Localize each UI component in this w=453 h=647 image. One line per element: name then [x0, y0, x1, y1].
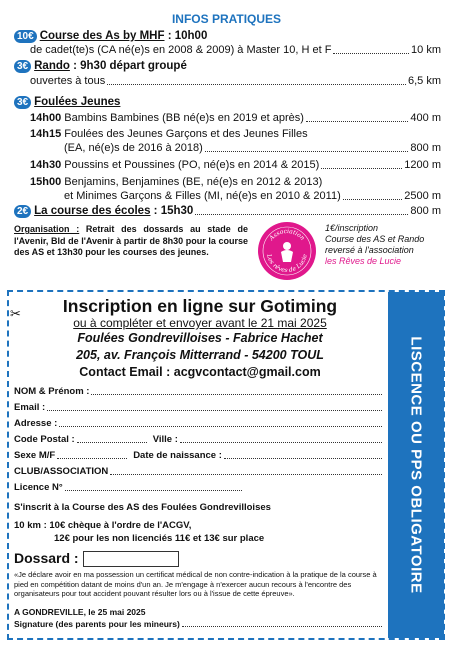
cp-ville-field[interactable]: Code Postal : Ville : — [14, 434, 384, 446]
price-line-1: 10 km : 10€ chèque à l'ordre de l'ACGV, — [14, 520, 192, 531]
page-title: INFOS PRATIQUES — [171, 12, 282, 26]
nom-field[interactable]: NOM & Prénom : — [14, 386, 384, 398]
foulees-name: Foulées Jeunes — [34, 96, 121, 108]
signature-field[interactable]: Signature (des parents pour les mineurs) — [14, 619, 384, 630]
licence-banner: LISCENCE OU PPS OBLIGATOIRE — [388, 292, 444, 638]
foulees-item: 15h00 Benjamins, Benjamines (BE, né(e)s en 2012 & 2013) — [30, 176, 323, 188]
form-address: 205, av. François Mitterrand - 54200 TOUL — [76, 348, 324, 362]
logo-graphic — [258, 222, 316, 280]
form-subtitle: ou à compléter et envoyer avant le 21 mai 2025 — [73, 316, 327, 330]
rando-header — [14, 60, 441, 73]
email-field[interactable]: Email : — [14, 402, 384, 414]
reves-de-lucie-logo — [258, 222, 316, 280]
foulees-item: 14h00 Bambins Bambines (BB né(e)s en 2019 et après) 400 m — [30, 112, 441, 124]
price-badge: 3€ — [14, 60, 31, 73]
rando-name: Rando — [34, 60, 70, 72]
adresse-field[interactable]: Adresse : — [14, 418, 384, 430]
dossard-box[interactable] — [83, 551, 179, 567]
club-field[interactable]: CLUB/ASSOCIATION — [14, 466, 384, 478]
disclaimer: «Je déclare avoir en ma possession un certificat médical de non contre-indication à la pratique de la course à pied en compétition datant de moins d'un an. Je m'engage à n'exercer aucun recours à l'encontre des organisateurs pour tout accident pouvant résulter lors ou à l'issue de cette épreuve». — [14, 570, 377, 598]
form-contact: Contact Email : acgvcontact@gmail.com — [79, 365, 321, 379]
dossard-field[interactable]: Dossard : — [14, 549, 384, 567]
svg-text:Les rêves de Lucie: Les rêves de Lucie — [265, 253, 309, 275]
ecoles-row: 2€ La course des écoles : 15h30 800 m — [14, 205, 441, 218]
foulees-header — [14, 96, 441, 109]
price-badge: 10€ — [14, 30, 37, 43]
course-as-header — [14, 30, 441, 43]
licence-field[interactable]: Licence N° — [14, 482, 244, 494]
course-as-name: Course des As by MHF — [39, 30, 165, 42]
rando-time: : 9h30 départ groupé — [69, 60, 187, 72]
inscription-note: 1€/inscription Course des AS et Rando reversé à l'association les Rêves de Lucie — [325, 223, 425, 266]
price-badge: 3€ — [14, 96, 31, 109]
form-title: Inscription en ligne sur Gotiming — [62, 296, 338, 316]
inscrit-text: S'inscrit à la Course des AS des Foulées Gondrevilloises — [14, 502, 271, 513]
foulees-item-cont: (EA, né(e)s de 2016 à 2018) 800 m — [64, 142, 441, 154]
form-org-name: Foulées Gondrevilloises - Fabrice Hachet — [77, 331, 323, 345]
foulees-item-cont: et Minimes Garçons & Filles (MI, né(e)s en 2010 & 2011) 2500 m — [64, 190, 441, 202]
sexe-naissance-field[interactable]: Sexe M/F Date de naissance : — [14, 450, 384, 462]
foulees-item: 14h15 Foulées des Jeunes Garçons et des Jeunes Filles — [30, 128, 308, 140]
foulees-item: 14h30 Poussins et Poussines (PO, né(e)s en 2014 & 2015) 1200 m — [30, 159, 441, 171]
price-line-2: 12€ pour les non licenciés 11€ et 13€ sur place — [54, 533, 265, 544]
organisation-text: Organisation : Retrait des dossards au stade de l'Avenir, Bld de l'Avenir à partir de 8h30 pour la course des AS et 13h30 pour les courses des jeunes. — [14, 224, 248, 257]
course-as-detail: de cadet(te)s (CA né(e)s en 2008 & 2009) à Master 10, H et F 10 km — [30, 44, 441, 56]
price-badge: 2€ — [14, 205, 31, 218]
rando-detail: ouvertes à tous 6,5 km — [30, 75, 441, 87]
course-as-time: : 10h00 — [164, 30, 208, 42]
svg-text:Association: Association — [268, 227, 306, 242]
scissors-icon: ✂ — [10, 306, 21, 321]
place-date: A GONDREVILLE, le 25 mai 2025 — [14, 607, 146, 617]
